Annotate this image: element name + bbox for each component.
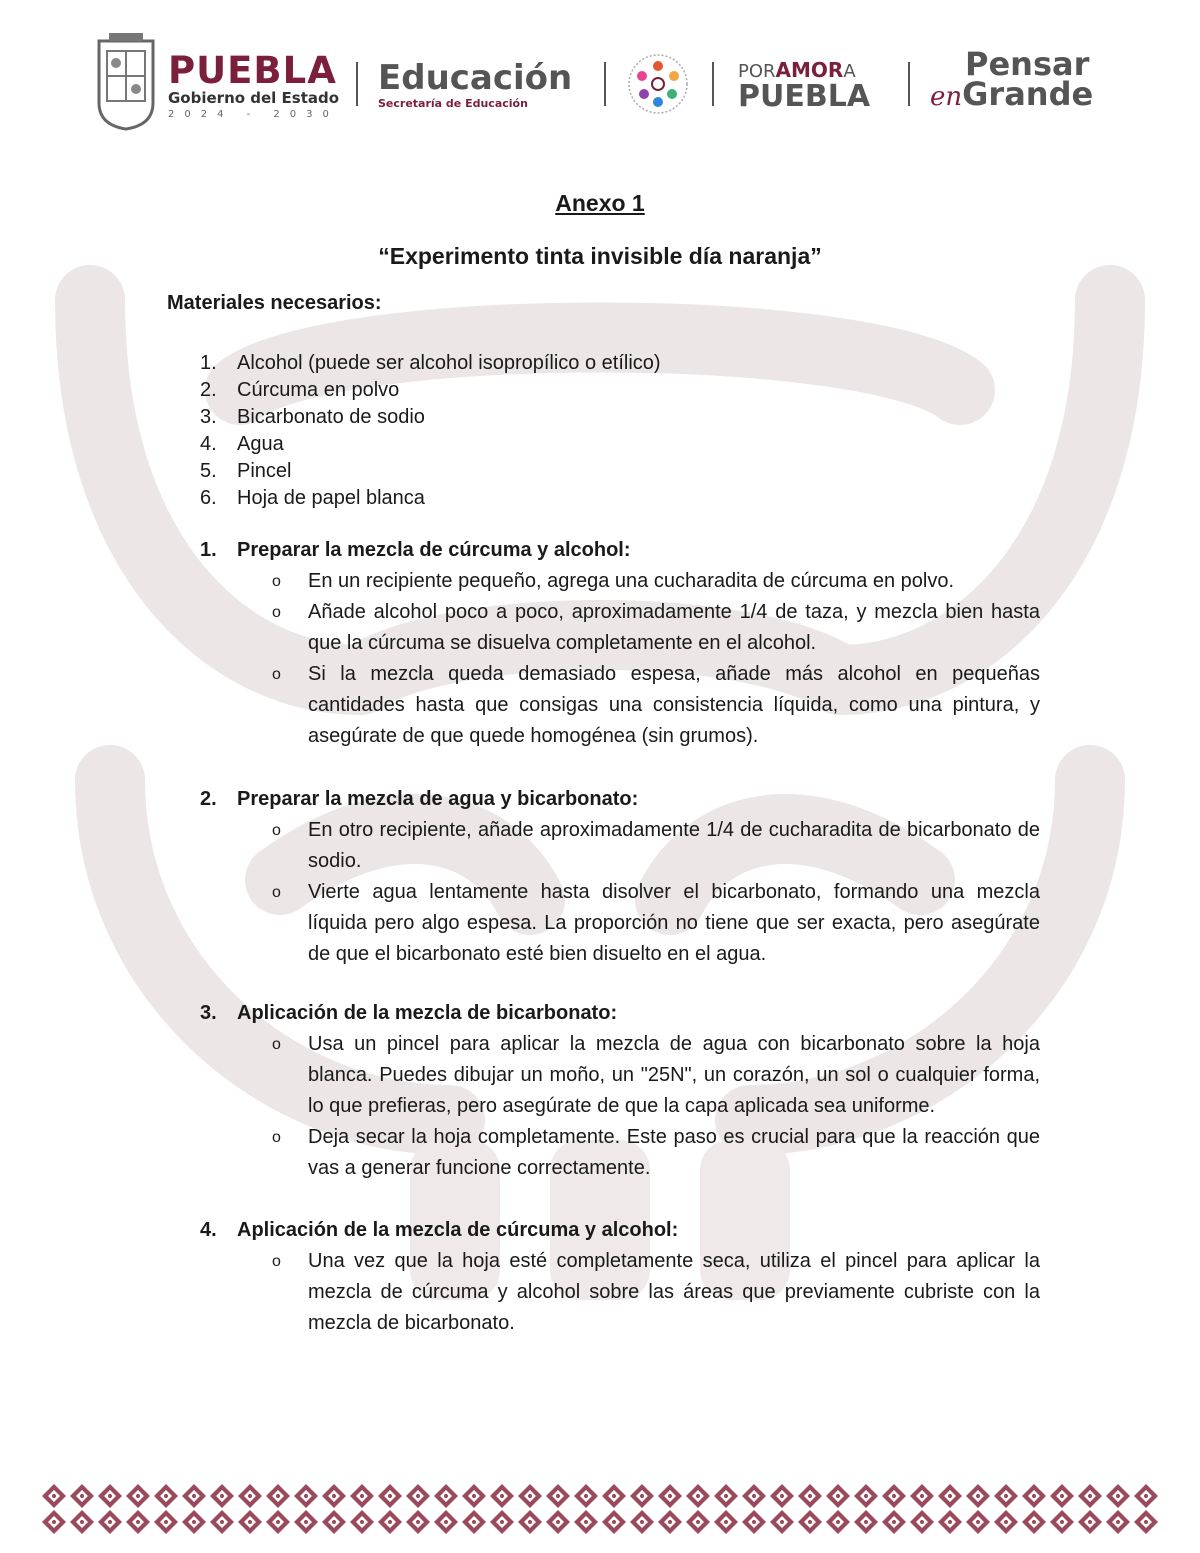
list-item: 4. Agua: [200, 433, 284, 455]
footer-diamond-icon: [294, 1484, 318, 1508]
people-ring-icon: [626, 52, 690, 116]
pensar-en-word: en: [930, 82, 963, 112]
footer-diamond-icon: [742, 1484, 766, 1508]
footer-diamond-icon: [938, 1510, 962, 1534]
step-heading: Aplicación de la mezcla de bicarbonato:: [237, 1002, 618, 1024]
footer-diamond-icon: [462, 1510, 486, 1534]
puebla-logo-title: PUEBLA: [168, 49, 337, 92]
step-item: o En otro recipiente, añade aproximadamente 1/4 de cucharadita de bicarbonato de sodio.: [200, 815, 1040, 877]
footer-diamond-icon: [406, 1484, 430, 1508]
footer-diamond-icon: [238, 1484, 262, 1508]
footer-diamond-icon: [462, 1484, 486, 1508]
footer-diamond-icon: [294, 1510, 318, 1534]
footer-diamond-icon: [1106, 1510, 1130, 1534]
footer-diamond-icon: [434, 1484, 458, 1508]
por-amor-prefix: POR: [738, 61, 776, 82]
footer-diamond-icon: [966, 1510, 990, 1534]
step-4: [200, 1215, 1040, 1339]
footer-diamond-icon: [70, 1510, 94, 1534]
list-item: 6. Hoja de papel blanca: [200, 487, 425, 509]
footer-diamond-icon: [882, 1484, 906, 1508]
puebla-logo: [168, 49, 340, 122]
footer-diamond-icon: [1134, 1510, 1158, 1534]
footer-diamond-icon: [798, 1510, 822, 1534]
footer-diamond-icon: [406, 1510, 430, 1534]
educacion-logo: [378, 60, 572, 112]
step-item: o En un recipiente pequeño, agrega una cucharadita de cúrcuma en polvo.: [200, 566, 1040, 597]
step-item: o Usa un pincel para aplicar la mezcla de agua con bicarbonato sobre la hoja blanca. Puedes dibujar un moño, un "25N", un corazón, un sol o cualquier forma, lo que prefieras, pero asegúrate de que la capa aplicada sea uniforme.: [200, 1029, 1040, 1122]
footer-diamond-icon: [126, 1484, 150, 1508]
divider: [604, 62, 606, 106]
footer-diamond-icon: [490, 1510, 514, 1534]
step-item: o Si la mezcla queda demasiado espesa, añade más alcohol en pequeñas cantidades hasta que consigas una consistencia líquida, como una pintura, y asegúrate de que quede homogénea (sin grumos).: [200, 659, 1040, 752]
document-title: “Experimento tinta invisible día naranja”: [378, 243, 822, 269]
footer-diamond-icon: [574, 1484, 598, 1508]
footer-diamond-icon: [546, 1484, 570, 1508]
footer-diamond-icon: [434, 1510, 458, 1534]
step-heading: Aplicación de la mezcla de cúrcuma y alcohol:: [237, 1219, 679, 1241]
footer-diamond-icon: [714, 1484, 738, 1508]
por-amor-suffix: A: [843, 61, 856, 82]
step-number: 1.: [200, 539, 217, 561]
pensar-grande-word: Grande: [962, 75, 1094, 113]
footer-diamond-icon: [518, 1510, 542, 1534]
footer-diamond-icon: [154, 1510, 178, 1534]
step-item: o Una vez que la hoja esté completamente seca, utiliza el pincel para aplicar la mezcla de cúrcuma y alcohol sobre las áreas que previamente cubriste con la mezcla de bicarbonato.: [200, 1246, 1040, 1339]
footer-diamond-icon: [182, 1510, 206, 1534]
footer-diamond-icon: [490, 1484, 514, 1508]
footer-diamond-icon: [350, 1510, 374, 1534]
footer-diamond-icon: [938, 1484, 962, 1508]
step-number: 3.: [200, 1002, 217, 1024]
footer-diamond-icon: [574, 1510, 598, 1534]
footer-diamond-icon: [1134, 1484, 1158, 1508]
footer-diamond-icon: [266, 1510, 290, 1534]
pensar-en-grande-logo: [930, 45, 1094, 113]
footer-diamond-icon: [602, 1510, 626, 1534]
pensar-word: Pensar: [965, 45, 1090, 83]
step-item: o Añade alcohol poco a poco, aproximadamente 1/4 de taza, y mezcla bien hasta que la cúrcuma se disuelva completamente en el alcohol.: [200, 597, 1040, 659]
footer-diamond-icon: [1106, 1484, 1130, 1508]
footer-diamond-icon: [182, 1484, 206, 1508]
list-item: 3. Bicarbonato de sodio: [200, 406, 425, 428]
puebla-logo-years: 2024 - 2030: [168, 109, 339, 120]
educacion-logo-title: Educación: [378, 58, 573, 98]
footer-diamond-icon: [378, 1510, 402, 1534]
footer-diamond-icon: [994, 1510, 1018, 1534]
footer-diamond-icon: [854, 1484, 878, 1508]
footer-diamond-icon: [882, 1510, 906, 1534]
footer-diamond-icon: [686, 1510, 710, 1534]
footer-diamond-icon: [1050, 1510, 1074, 1534]
footer-diamond-icon: [910, 1510, 934, 1534]
bullet-icon: o: [272, 604, 281, 621]
list-item: 1. Alcohol (puede ser alcohol isopropílico o etílico): [200, 352, 661, 374]
footer-diamond-icon: [546, 1510, 570, 1534]
list-item: 2. Cúrcuma en polvo: [200, 379, 400, 401]
step-item: o Vierte agua lentamente hasta disolver el bicarbonato, formando una mezcla líquida pero algo espesa. La proporción no tiene que ser exacta, pero asegúrate de que el bicarbonato esté bien disuelto en el agua.: [200, 877, 1040, 970]
footer-diamond-icon: [238, 1510, 262, 1534]
footer-diamond-icon: [1078, 1484, 1102, 1508]
bullet-icon: o: [272, 1036, 281, 1053]
step-item: o Deja secar la hoja completamente. Este paso es crucial para que la reacción que vas a generar funcione correctamente.: [200, 1122, 1040, 1184]
footer-diamond-icon: [322, 1510, 346, 1534]
annex-title: Anexo 1: [555, 190, 645, 216]
materials-list: [200, 350, 661, 512]
divider: [712, 62, 714, 106]
footer-diamond-icon: [322, 1484, 346, 1508]
footer-diamond-icon: [630, 1484, 654, 1508]
divider: [908, 62, 910, 106]
footer-diamond-icon: [1078, 1510, 1102, 1534]
state-seal-icon: [95, 33, 157, 133]
footer-diamond-icon: [994, 1484, 1018, 1508]
footer-diamond-icon: [658, 1484, 682, 1508]
footer-diamond-icon: [686, 1484, 710, 1508]
bullet-icon: o: [272, 573, 281, 590]
footer-diamond-icon: [630, 1510, 654, 1534]
footer-diamond-icon: [1022, 1484, 1046, 1508]
footer-diamond-icon: [210, 1510, 234, 1534]
bullet-icon: o: [272, 666, 281, 683]
por-amor-a-puebla-logo: [738, 60, 870, 112]
footer-diamond-icon: [770, 1510, 794, 1534]
footer-diamond-icon: [98, 1510, 122, 1534]
footer-diamond-icon: [42, 1484, 66, 1508]
page-header: [0, 0, 1200, 150]
educacion-logo-subtitle: Secretaría de Educación: [378, 97, 528, 110]
footer-diamond-icon: [518, 1484, 542, 1508]
footer-diamond-icon: [70, 1484, 94, 1508]
footer-diamond-icon: [126, 1510, 150, 1534]
footer-diamond-icon: [910, 1484, 934, 1508]
footer-diamond-icon: [210, 1484, 234, 1508]
footer-diamond-icon: [602, 1484, 626, 1508]
divider: [356, 62, 358, 106]
bullet-icon: o: [272, 1129, 281, 1146]
bullet-icon: o: [272, 1253, 281, 1270]
list-item: 5. Pincel: [200, 460, 292, 482]
footer-diamond-icon: [770, 1484, 794, 1508]
puebla-logo-subtitle: Gobierno del Estado: [168, 89, 340, 107]
footer-diamond-icon: [714, 1510, 738, 1534]
footer-diamond-icon: [378, 1484, 402, 1508]
footer-pattern: [40, 1480, 1165, 1540]
footer-diamond-icon: [1022, 1510, 1046, 1534]
materials-heading: Materiales necesarios:: [167, 292, 382, 314]
footer-diamond-icon: [966, 1484, 990, 1508]
step-2: [200, 784, 1040, 970]
por-amor-puebla: PUEBLA: [738, 79, 871, 114]
footer-diamond-icon: [42, 1510, 66, 1534]
step-1: [200, 535, 1040, 752]
footer-diamond-icon: [266, 1484, 290, 1508]
step-number: 2.: [200, 788, 217, 810]
footer-diamond-icon: [350, 1484, 374, 1508]
footer-diamond-icon: [826, 1484, 850, 1508]
bullet-icon: o: [272, 884, 281, 901]
footer-diamond-icon: [826, 1510, 850, 1534]
por-amor-accent: AMOR: [775, 58, 844, 82]
step-number: 4.: [200, 1219, 217, 1241]
footer-diamond-icon: [854, 1510, 878, 1534]
bullet-icon: o: [272, 822, 281, 839]
footer-diamond-icon: [742, 1510, 766, 1534]
footer-diamond-icon: [154, 1484, 178, 1508]
step-heading: Preparar la mezcla de agua y bicarbonato:: [237, 788, 639, 810]
step-heading: Preparar la mezcla de cúrcuma y alcohol:: [237, 539, 631, 561]
footer-diamond-icon: [98, 1484, 122, 1508]
footer-diamond-icon: [1050, 1484, 1074, 1508]
step-3: [200, 998, 1040, 1184]
footer-diamond-icon: [798, 1484, 822, 1508]
footer-diamond-icon: [658, 1510, 682, 1534]
